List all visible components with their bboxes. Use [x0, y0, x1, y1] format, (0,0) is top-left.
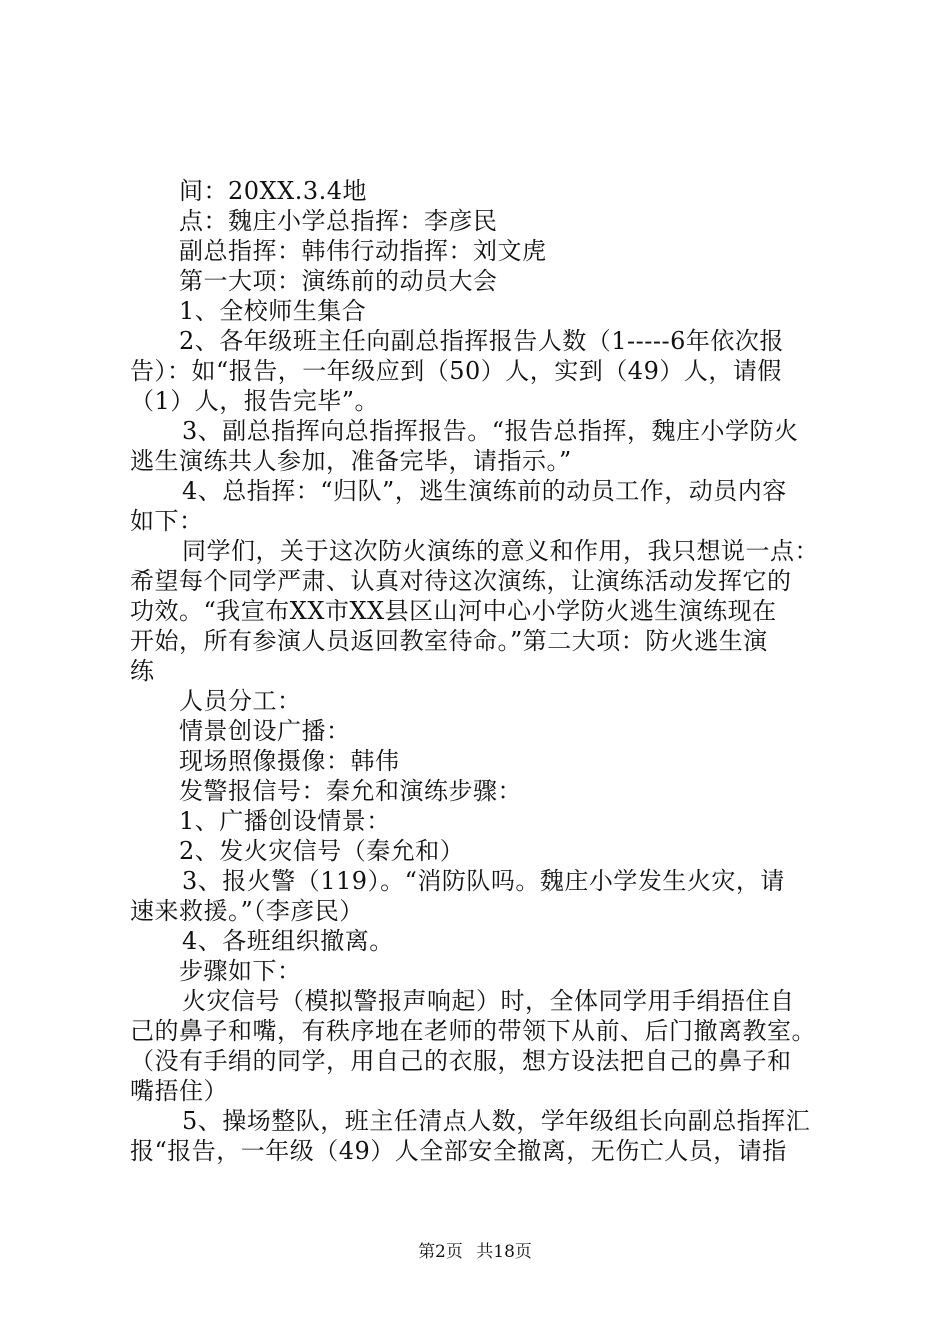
text-line: 第一大项：演练前的动员大会 [179, 267, 498, 295]
text-line: 人员分工： [179, 687, 302, 715]
text-line: 4、各班组织撤离。 [182, 927, 394, 955]
text-line: 开始，所有参演人员返回教室待命。”第二大项：防火逃生演 [130, 627, 768, 655]
text-line: 5、操场整队，班主任清点人数，学年级组长向副总指挥汇 [182, 1107, 811, 1135]
text-line: 2、各年级班主任向副总指挥报告人数（1-----6年依次报 [179, 327, 784, 355]
text-line: 3、副总指挥向总指挥报告。“报告总指挥，魏庄小学防火 [182, 417, 799, 445]
page-total: 共18页 [476, 1242, 532, 1262]
text-line: 功效。“我宣布XX市XX县区山河中心小学防火逃生演练现在 [130, 597, 777, 625]
text-line: 速来救援。”（李彦民） [130, 897, 364, 925]
text-line: 同学们，关于这次防火演练的意义和作用，我只想说一点： [182, 537, 819, 565]
text-line: 情景创设广播： [179, 717, 351, 745]
text-line: 逃生演练共人参加，准备完毕，请指示。” [130, 447, 572, 475]
text-line: 3、报火警（119）。“消防队吗。魏庄小学发生火灾，请 [182, 867, 785, 895]
text-line: 点：魏庄小学总指挥：李彦民 [179, 207, 498, 235]
text-line: 步骤如下： [179, 957, 302, 985]
text-line: 火灾信号（模拟警报声响起）时，全体同学用手绢捂住自 [182, 987, 795, 1015]
page-number: 第2页 [418, 1242, 463, 1262]
text-line: 1、广播创设情景： [179, 807, 391, 835]
text-line: 练 [130, 657, 155, 685]
text-line: （1）人，报告完毕”。 [130, 387, 380, 415]
text-line: 希望每个同学严肃、认真对待这次演练，让演练活动发挥它的 [130, 567, 792, 595]
text-line: 4、总指挥：“归队”，逃生演练前的动员工作，动员内容 [182, 477, 787, 505]
text-line: 发警报信号：秦允和演练步骤： [179, 777, 522, 805]
text-line: 己的鼻子和嘴，有秩序地在老师的带领下从前、后门撤离教室。 [130, 1017, 816, 1045]
document-body [130, 176, 840, 1166]
text-line: 2、发火灾信号（秦允和） [179, 837, 465, 865]
text-line: 副总指挥：韩伟行动指挥：刘文虎 [179, 237, 547, 265]
text-line: 如下： [130, 507, 204, 535]
page-footer [0, 1240, 950, 1264]
text-line: 现场照像摄像：韩伟 [179, 747, 400, 775]
text-line: 间：20XX.3.4地 [179, 177, 368, 205]
text-line: （没有手绢的同学，用自己的衣服，想方设法把自己的鼻子和 [130, 1047, 792, 1075]
text-line: 嘴捂住） [130, 1077, 228, 1105]
text-line: 1、全校师生集合 [179, 297, 367, 325]
text-line: 告）：如“报告，一年级应到（50）人，实到（49）人，请假 [130, 357, 782, 385]
text-line: 报“报告，一年级（49）人全部安全撤离，无伤亡人员，请指 [130, 1137, 787, 1165]
